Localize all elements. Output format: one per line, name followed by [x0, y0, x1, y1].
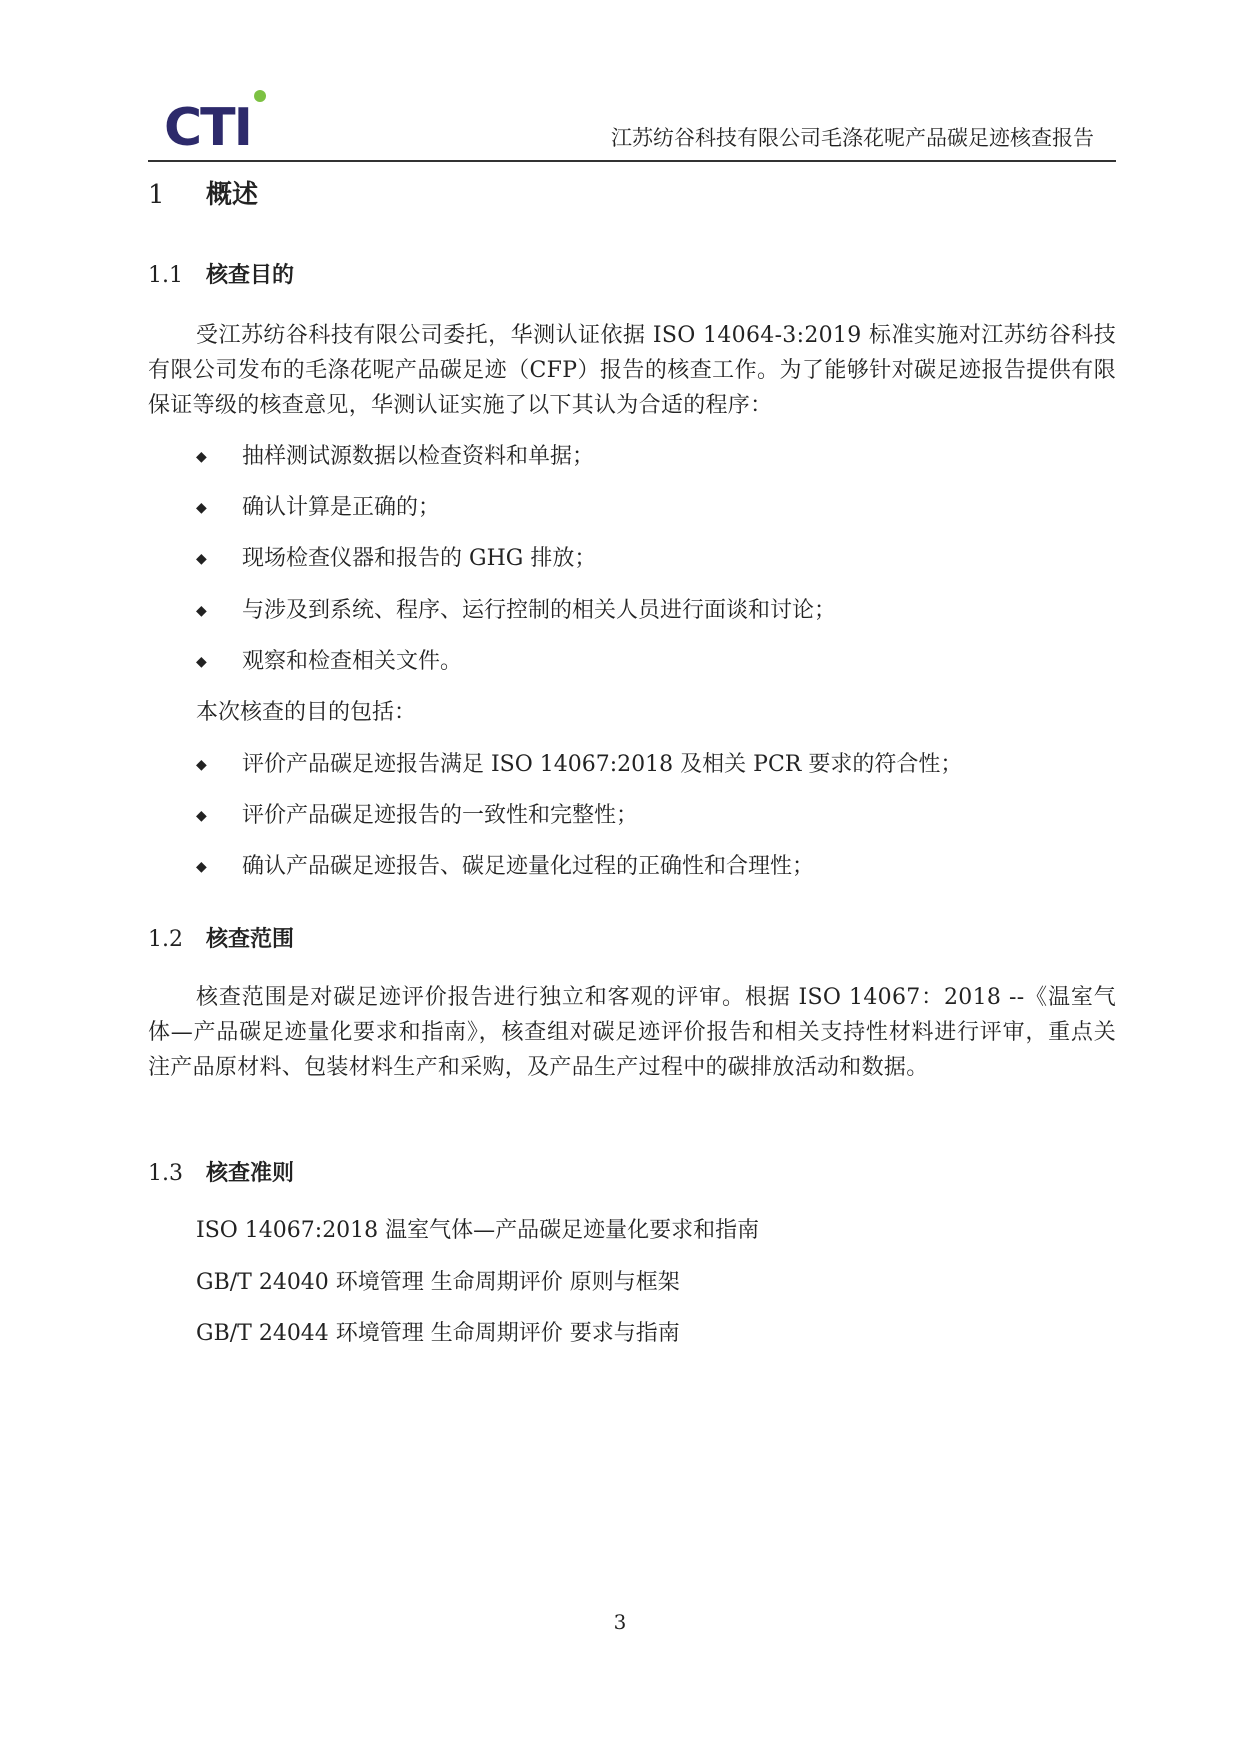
section-title: 核查准则 [206, 1161, 295, 1186]
page-header [148, 86, 1116, 162]
section-title: 核查目的 [206, 263, 295, 288]
section-number: 1 [148, 180, 165, 210]
section-number: 1.1 [148, 263, 183, 288]
section-number: 1.3 [148, 1161, 183, 1186]
diamond-bullet-icon: ◆ [196, 757, 207, 773]
section-1-heading [148, 174, 258, 211]
scope-paragraph: 核查范围是对碳足迹评价报告进行独立和客观的评审。根据 ISO 14067：2018 --《温室气体—产品碳足迹量化要求和指南》，核查组对碳足迹评价报告和相关支持性材料进行评审，重点关注产品原材料、包装材料生产和采购，及产品生产过程中的碳排放活动和数据。 [148, 985, 1116, 1080]
criteria-item: GB/T 24040 环境管理 生命周期评价 原则与框架 [196, 1270, 680, 1295]
page-number: 3 [613, 1610, 627, 1634]
cti-logo [164, 86, 264, 158]
section-number: 1.2 [148, 927, 183, 952]
diamond-bullet-icon: ◆ [196, 654, 207, 670]
section-1-2-heading [148, 922, 294, 953]
purpose-paragraph: 受江苏纺谷科技有限公司委托，华测认证依据 ISO 14064-3:2019 标准实施对江苏纺谷科技有限公司发布的毛涤花呢产品碳足迹（CFP）报告的核查工作。为了能够针对碳足迹报告提供有限保证等级的核查意见，华测认证实施了以下其认为合适的程序： [148, 323, 1116, 418]
logo-text: CTI [164, 98, 251, 158]
criteria-item: GB/T 24044 环境管理 生命周期评价 要求与指南 [196, 1321, 680, 1346]
diamond-bullet-icon: ◆ [196, 859, 207, 875]
section-title: 概述 [206, 180, 259, 210]
diamond-bullet-icon: ◆ [196, 808, 207, 824]
diamond-bullet-icon: ◆ [196, 449, 207, 465]
section-title: 核查范围 [206, 927, 295, 952]
section-1-3-heading [148, 1156, 294, 1187]
diamond-bullet-icon: ◆ [196, 603, 207, 619]
diamond-bullet-icon: ◆ [196, 551, 207, 567]
criteria-item: ISO 14067:2018 温室气体—产品碳足迹量化要求和指南 [196, 1218, 760, 1243]
section-1-1-heading [148, 258, 294, 289]
diamond-bullet-icon: ◆ [196, 500, 207, 516]
report-title: 江苏纺谷科技有限公司毛涤花呢产品碳足迹核查报告 [611, 126, 1094, 150]
logo-dot-icon [254, 90, 266, 102]
objectives-intro: 本次核查的目的包括： [196, 700, 417, 725]
